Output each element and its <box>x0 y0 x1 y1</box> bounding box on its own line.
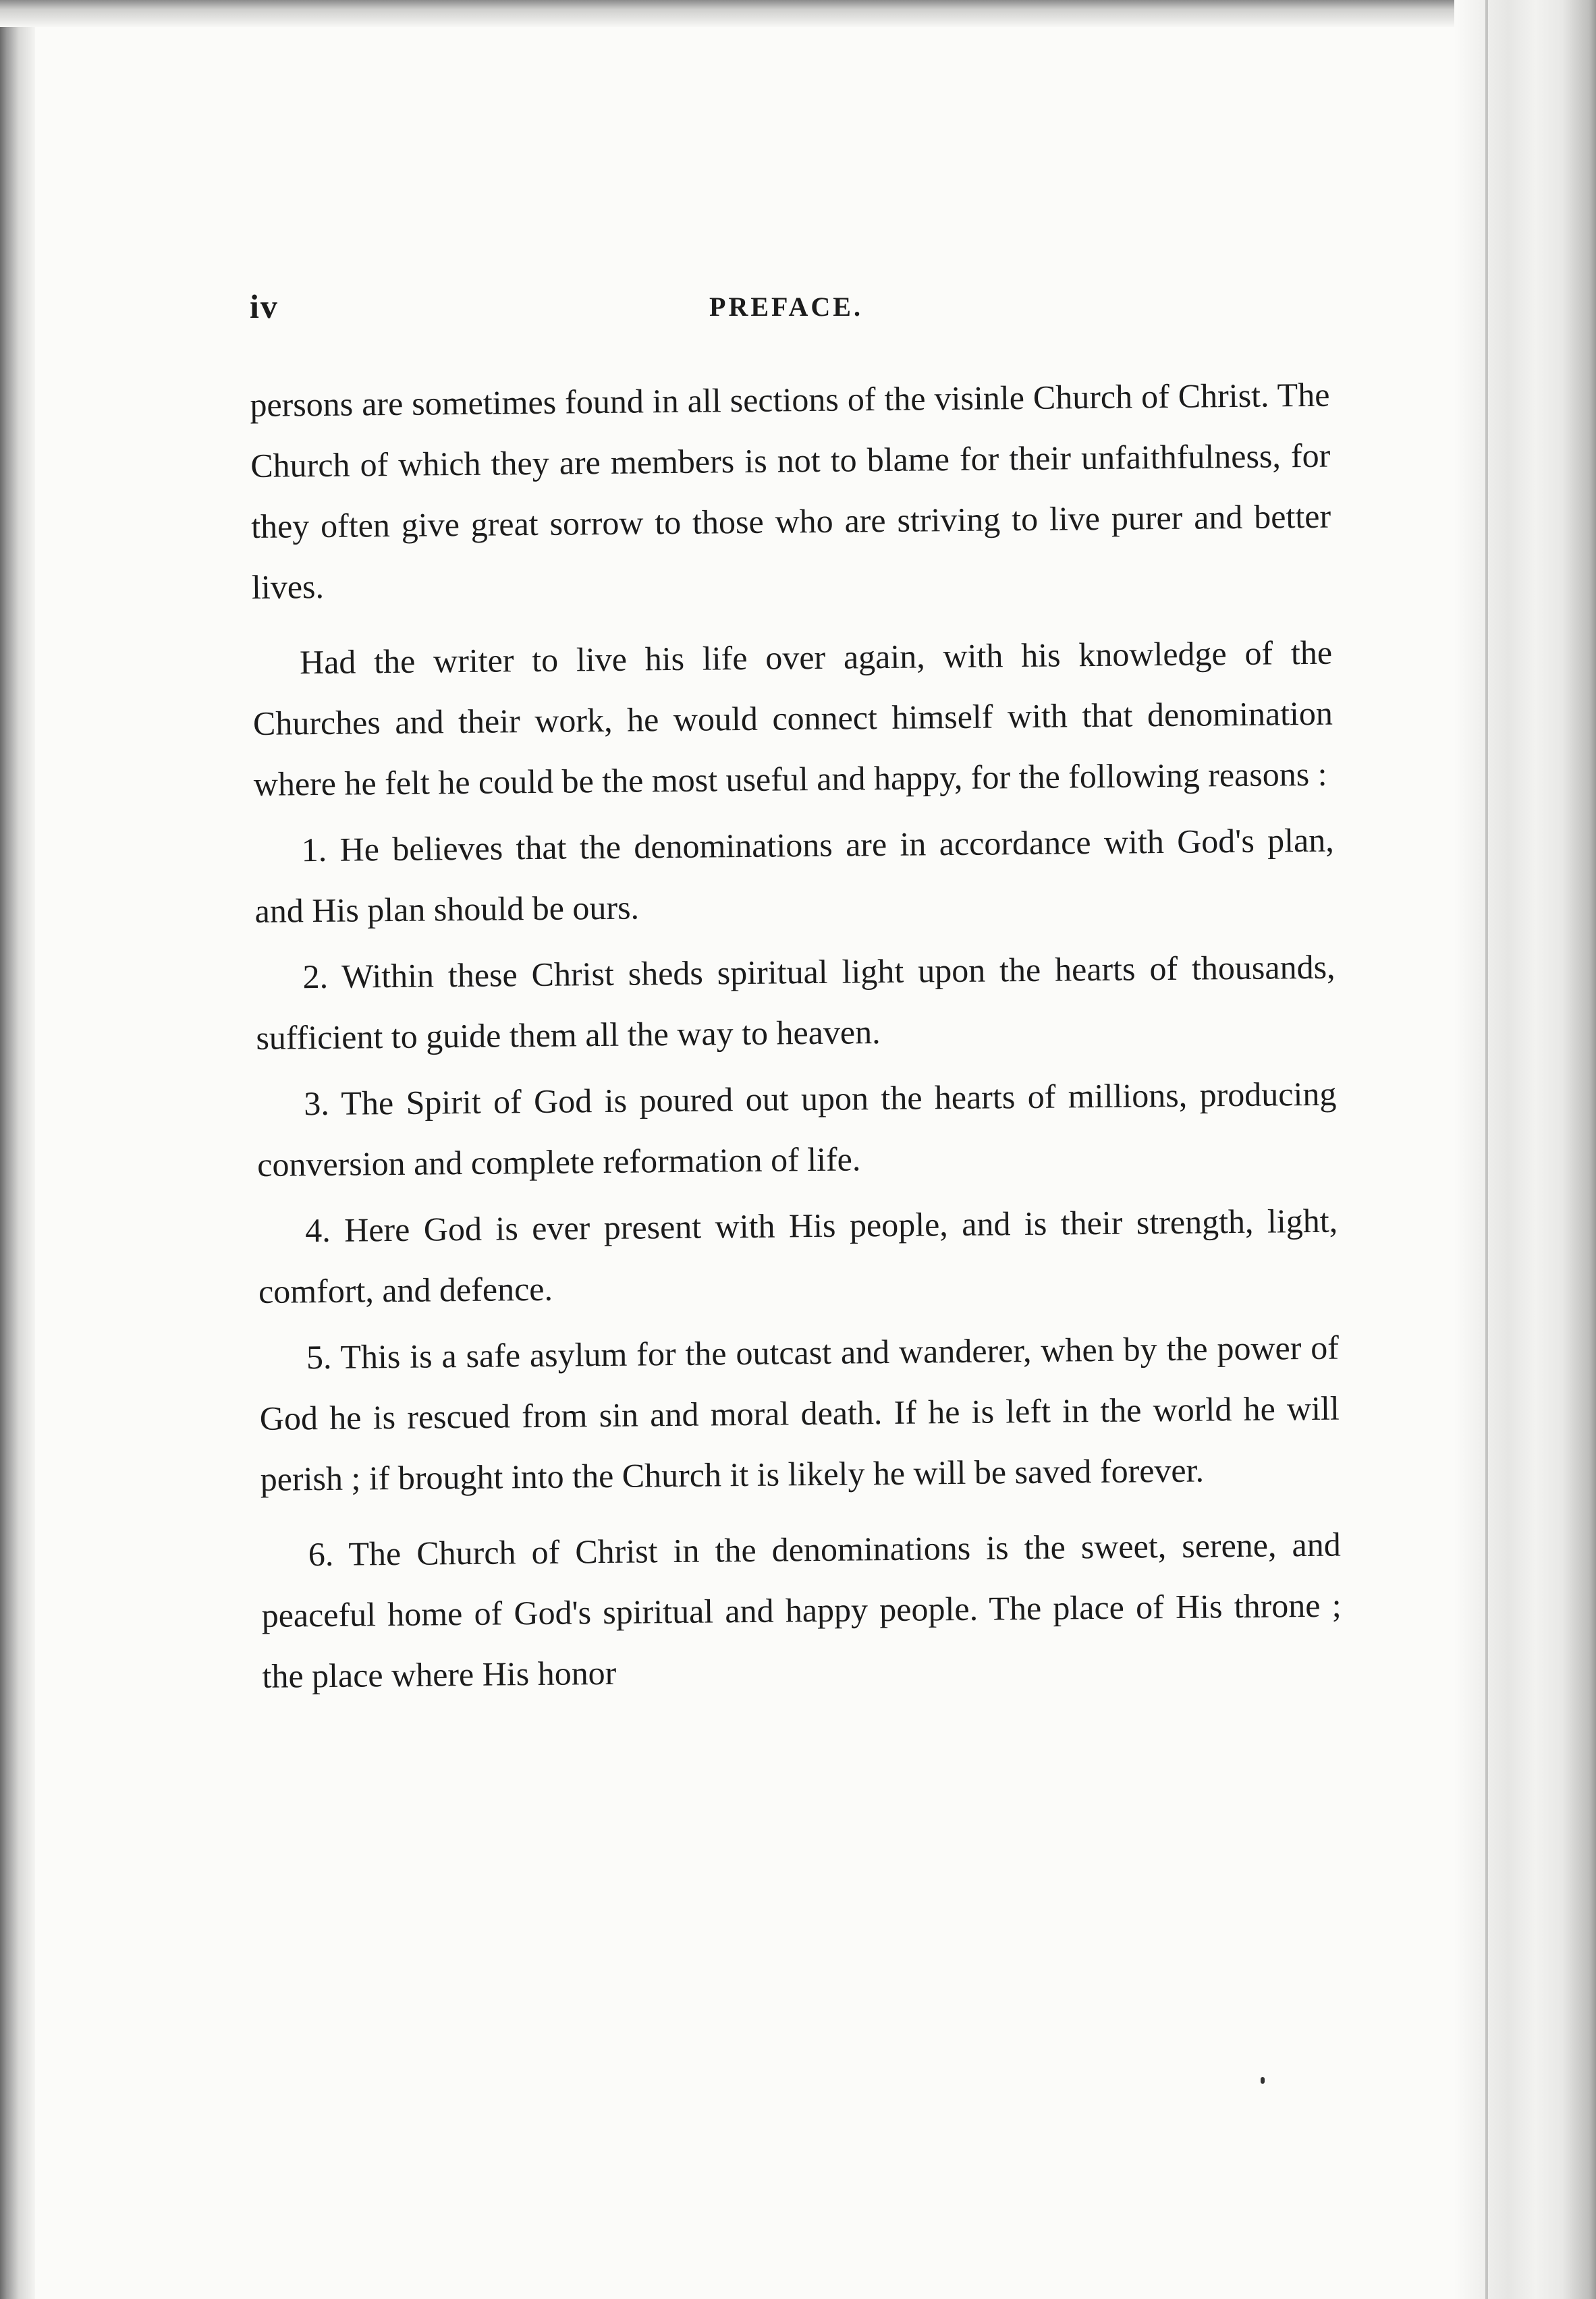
running-head <box>250 287 1323 341</box>
ink-speck <box>1261 2077 1265 2084</box>
page-top-edge <box>0 0 1596 27</box>
reason-5: 5. This is a safe asylum for the outcast and wanderer, when by the power of God he is rescued from sin and moral death. If he is left in the world he will perish ; if brought into the Church it is likely he will be saved forever. <box>259 1328 1340 1498</box>
page-right-edge <box>1454 0 1596 2299</box>
reason-2: 2. Within these Christ sheds spiritual light upon the hearts of thousands, sufficient to guide them all the way to heaven. <box>256 947 1336 1057</box>
page-left-edge <box>0 0 35 2299</box>
page-number: iv <box>250 287 279 325</box>
reason-3: 3. The Spirit of God is poured out upon the hearts of millions, producing conversion and complete reformation of life. <box>256 1074 1337 1184</box>
paragraph-continued: persons are sometimes found in all sections of the visinle Church of Christ. The Church of which they are members is not to blame for their unfaithfulness, for they often give great sorrow to those who are striving to live purer and better lives. <box>250 375 1331 606</box>
body-text <box>250 364 1342 1707</box>
running-title: PREFACE. <box>709 292 863 322</box>
page-fold-line <box>1485 0 1488 2299</box>
reason-1: 1. He believes that the denominations are in accordance with God's plan, and His plan should be ours. <box>254 821 1334 930</box>
reason-4: 4. Here God is ever present with His people, and is their strength, light, comfort, and defence. <box>258 1201 1338 1310</box>
reason-6: 6. The Church of Christ in the denominations is the sweet, serene, and peaceful home of God's spiritual and happy people. The place of His throne ; the place where His honor <box>261 1525 1342 1695</box>
paragraph-writer: Had the writer to live his life over again, with his knowledge of the Churches and their work, he would connect himself with that denomination where he felt he could be the most useful and happy, for the following reasons : <box>252 633 1333 803</box>
